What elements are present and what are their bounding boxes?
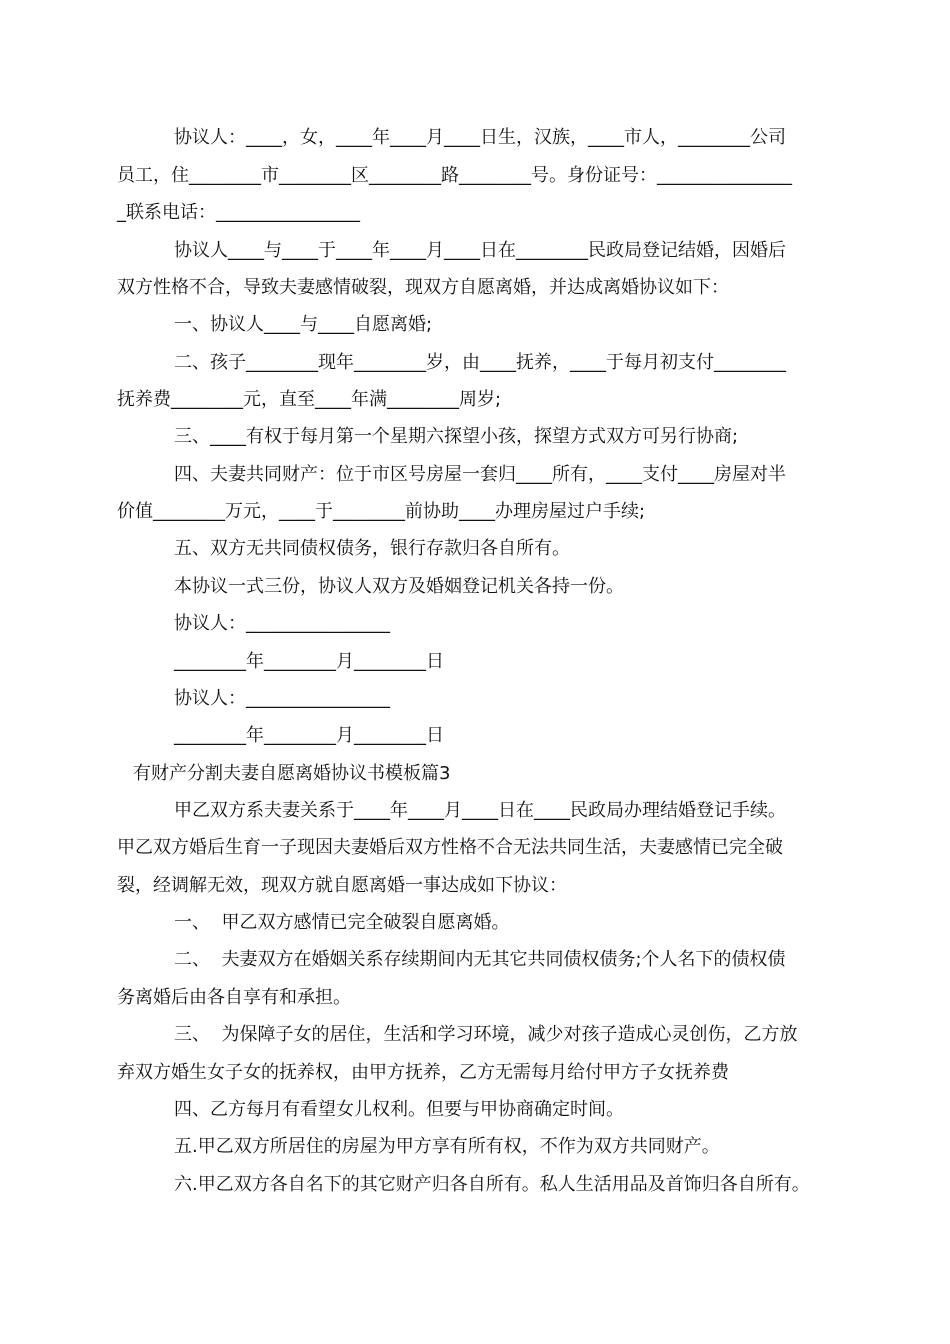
signature-line: 协议人：________________ xyxy=(174,613,390,634)
paragraph-line: 本协议一式三份，协议人双方及婚姻登记机关各持一份。 xyxy=(174,576,624,597)
section-heading: 有财产分割夫妻自愿离婚协议书模板篇3 xyxy=(133,763,451,784)
paragraph-line: 二、孩子________现年________岁，由____抚养，____于每月初支付________ xyxy=(174,352,786,373)
paragraph-line: 一、 甲乙双方感情已完全破裂自愿离婚。 xyxy=(174,912,510,933)
paragraph-line: 四、乙方每月有看望女儿权利。但要与甲协商确定时间。 xyxy=(174,1099,624,1120)
paragraph-line: 抚养费________元，直至____年满________周岁; xyxy=(117,389,502,410)
paragraph-line: 裂，经调解无效，现双方就自愿离婚一事达成如下协议： xyxy=(117,875,567,896)
paragraph-line: 三、 为保障子女的居住，生活和学习环境，减少对孩子造成心灵创伤，乙方放 xyxy=(174,1024,798,1045)
paragraph-line: 务离婚后由各自享有和承担。 xyxy=(117,987,351,1008)
paragraph-line: 二、 夫妻双方在婚姻关系存续期间内无其它共同债权债务;个人名下的债权债 xyxy=(174,949,786,970)
paragraph-line: 五.甲乙双方所居住的房屋为甲方享有所有权，不作为双方共同财产。 xyxy=(174,1136,720,1157)
paragraph-line: 弃双方婚生女子女的抚养权，由甲方抚养，乙方无需每月给付甲方子女抚养费 xyxy=(117,1062,729,1083)
paragraph-line: 协议人：____，女，____年____月____日生，汉族，____市人，________公司 xyxy=(174,127,786,148)
signature-line: 协议人：________________ xyxy=(174,688,390,709)
paragraph-line: _联系电话：________________ xyxy=(117,202,360,223)
paragraph-line: 一、协议人____与____自愿离婚; xyxy=(174,314,433,335)
paragraph-line: 甲乙双方系夫妻关系于____年____月____日在____民政局办理结婚登记手续。 xyxy=(174,800,786,821)
paragraph-line: 协议人____与____于____年____月____日在________民政局登记结婚，因婚后 xyxy=(174,240,786,261)
paragraph-line: 价值________万元，____于________前协助____办理房屋过户手续; xyxy=(117,501,646,522)
paragraph-line: 六.甲乙双方各自名下的其它财产归各自所有。私人生活用品及首饰归各自所有。 xyxy=(174,1174,810,1195)
date-line: ________年________月________日 xyxy=(174,725,444,746)
paragraph-line: 双方性格不合，导致夫妻感情破裂，现双方自愿离婚，并达成离婚协议如下： xyxy=(117,277,729,298)
paragraph-line: 四、夫妻共同财产：位于市区号房屋一套归____所有，____支付____房屋对半 xyxy=(174,464,786,485)
paragraph-line: 甲乙双方婚后生育一子现因夫妻婚后双方性格不合无法共同生活，夫妻感情已完全破 xyxy=(117,837,783,858)
paragraph-line: 三、____有权于每月第一个星期六探望小孩，探望方式双方可另行协商; xyxy=(174,426,739,447)
date-line: ________年________月________日 xyxy=(174,651,444,672)
paragraph-line: 五、双方无共同债权债务，银行存款归各自所有。 xyxy=(174,538,570,559)
paragraph-line: 员工，住________市________区________路________号。身份证号：_______________ xyxy=(117,165,792,186)
